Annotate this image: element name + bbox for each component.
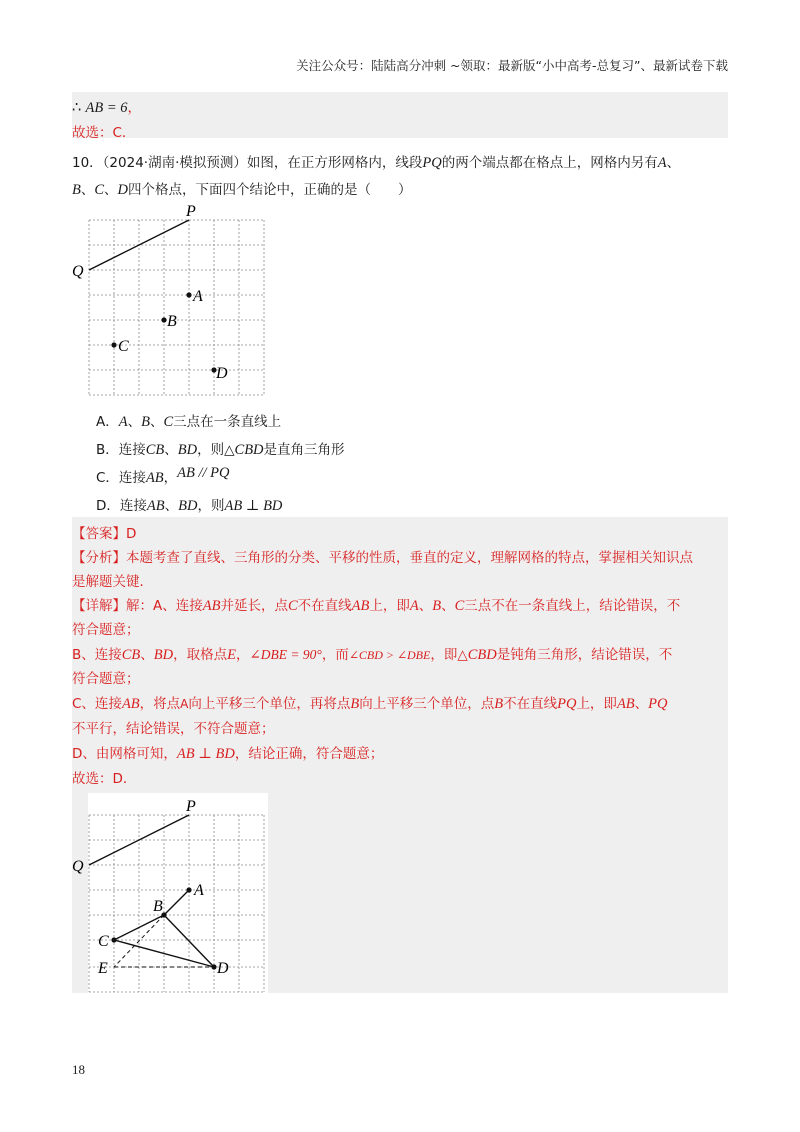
page-header: 关注公众号：陆陆高分冲刺 ~领取：最新版“小中高考-总复习”、最新试卷下载 [296, 58, 728, 73]
math: A [180, 697, 189, 711]
text: ， [236, 647, 250, 663]
math: BD [178, 498, 198, 514]
previous-equation-math: AB = 6 [85, 100, 128, 116]
math: ∠CBD > ∠DBE [348, 648, 431, 662]
sep: ，则 [197, 498, 225, 514]
text: 向上平移三个单位，点 [359, 696, 495, 712]
option-prefix: C．连接 [96, 470, 146, 486]
question-text: 、 [666, 155, 681, 171]
math: CBD [467, 647, 497, 663]
option-prefix: B．连接 [96, 442, 146, 458]
math-A: A [657, 155, 667, 171]
solution-detail-C [72, 692, 668, 713]
math: ∠DBE = 90° [249, 647, 322, 662]
math: B [350, 696, 360, 712]
point-B [161, 317, 166, 322]
point-A-2 [186, 887, 191, 892]
solution-final: 故选：D． [72, 771, 137, 787]
math: AB [616, 696, 635, 712]
text: 并延长，点 [220, 598, 288, 614]
segment-AB [164, 890, 189, 915]
point-A [186, 292, 191, 297]
solution-detail-A [72, 594, 680, 615]
solution-detail-A-2: 符合题意； [72, 622, 140, 638]
label-Q-2: Q [72, 858, 84, 875]
solution-detail-B-2: 符合题意； [72, 671, 140, 687]
text: 不在直线 [297, 598, 352, 614]
question-line-1 [72, 151, 680, 172]
text: 、 [140, 647, 154, 663]
sep: 、 [127, 414, 142, 430]
math: AB ⊥ BD [224, 498, 283, 514]
math: PQ [648, 696, 668, 712]
previous-equation-end: ， [127, 100, 142, 116]
text: 上，即 [369, 598, 410, 614]
math: BD [177, 442, 198, 458]
text: ，将点 [139, 696, 181, 712]
text: 、 [634, 696, 649, 712]
text: 【详解】解：A、连接 [72, 598, 203, 614]
math: BD [153, 647, 174, 663]
sep: ，则 [197, 442, 225, 458]
text: ，即 [430, 647, 458, 663]
label-D: D [216, 365, 228, 382]
text: 是钝角三角形，结论错误，不 [496, 647, 673, 663]
sep: ， [163, 470, 178, 486]
triangle-symbol: △ [224, 442, 235, 458]
sep: 、 [80, 182, 95, 198]
grid-1 [89, 220, 264, 395]
math: B [494, 696, 504, 712]
math: B [432, 598, 442, 614]
math: C [454, 598, 465, 614]
previous-solution-box [72, 92, 728, 138]
math: E [227, 647, 236, 663]
label-C-2: C [98, 933, 109, 950]
math-D: D [117, 182, 129, 198]
solution-detail-B [72, 643, 672, 664]
text: D、由网格可知， [72, 746, 177, 762]
option-prefix: A． [96, 414, 119, 430]
solution-analysis-1: 【分析】本题考查了直线、三角形的分类、平移的性质，垂直的定义，理解网格的特点，掌握相关知识点 [72, 550, 693, 566]
therefore-symbol: ∴ [72, 100, 82, 116]
label-A-2: A [194, 882, 204, 899]
option-prefix: D．连接 [96, 498, 147, 514]
label-B: B [167, 313, 177, 330]
math: A [409, 598, 419, 614]
solution-detail-D [72, 742, 383, 763]
label-D-2: D [217, 960, 229, 977]
page-number: 18 [72, 1062, 85, 1077]
text: 、 [441, 598, 455, 614]
text: 向上平移三个单位，再将点 [188, 696, 351, 712]
math-B: B [72, 182, 81, 198]
math: C [287, 598, 298, 614]
solution-analysis-2: 是解题关键． [72, 574, 153, 590]
option-C [96, 466, 230, 487]
previous-answer: 故选：C． [72, 125, 136, 141]
math: AB [202, 598, 221, 614]
math: AB ⊥ BD [176, 746, 235, 762]
math: PQ [557, 696, 577, 712]
point-C [111, 342, 116, 347]
math: AB [145, 470, 164, 486]
label-C: C [118, 338, 129, 355]
text: C、连接 [72, 696, 122, 712]
math: AB // PQ [177, 465, 230, 481]
text: B、连接 [72, 647, 122, 663]
previous-equation [72, 96, 141, 117]
label-P: P [186, 203, 196, 220]
label-P-2: P [186, 798, 196, 815]
math: A [118, 414, 128, 430]
math-C: C [94, 182, 105, 198]
option-text: 三点在一条直线上 [173, 414, 282, 430]
sep: 、 [164, 498, 179, 514]
math: AB [146, 498, 165, 514]
label-B-2: B [153, 898, 163, 915]
math: AB [351, 598, 370, 614]
math: CBD [234, 442, 264, 458]
label-Q: Q [72, 263, 84, 280]
question-text: 10．（2024·湖南·模拟预测）如图，在正方形网格内，线段 [72, 155, 423, 171]
math: CB [121, 647, 141, 663]
label-A: A [193, 288, 203, 305]
option-D [96, 494, 282, 515]
triangle-symbol: △ [457, 647, 468, 663]
math: C [163, 414, 174, 430]
text: ，取格点 [173, 647, 228, 663]
question-text: 的两个端点都在格点上，网格内另有 [441, 155, 658, 171]
math: B [141, 414, 150, 430]
text: 上，即 [576, 696, 617, 712]
point-D-2 [211, 964, 216, 969]
math-PQ: PQ [422, 155, 442, 171]
text: 三点不在一条直线上，结论错误，不 [464, 598, 681, 614]
sep: 、 [164, 442, 178, 458]
point-C-2 [111, 937, 116, 942]
math: CB [145, 442, 165, 458]
label-E-2: E [98, 960, 108, 977]
figure-1 [60, 198, 280, 403]
option-A [96, 410, 281, 431]
text: 、 [418, 598, 433, 614]
text: ，而 [321, 647, 349, 663]
math: AB [121, 696, 140, 712]
solution-detail-C-2: 不平行，结论错误，不符合题意； [72, 721, 275, 737]
sep: 、 [104, 182, 118, 198]
question-line-2 [72, 178, 412, 199]
option-text: 是直角三角形 [263, 442, 345, 458]
text: 不在直线 [503, 696, 558, 712]
question-text: 四个格点，下面四个结论中，正确的是（ ） [128, 182, 412, 198]
figure-2 [60, 793, 280, 998]
solution-answer: 【答案】D [72, 526, 137, 542]
text: ，结论正确，符合题意； [234, 746, 384, 762]
sep: 、 [149, 414, 164, 430]
option-B [96, 438, 345, 459]
